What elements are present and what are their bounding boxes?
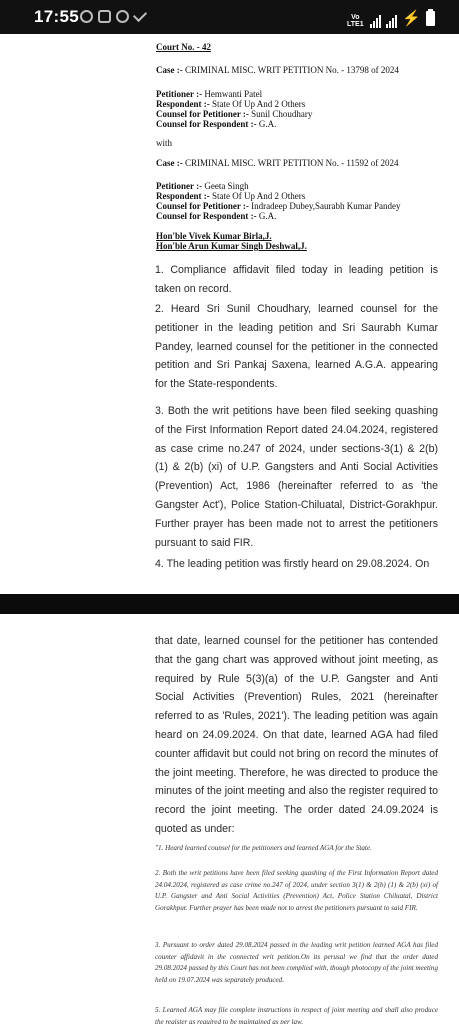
counsel-petitioner-line-1: Counsel for Petitioner :- Sunil Choudhary xyxy=(156,109,313,119)
document-page-1 xyxy=(0,34,459,594)
signal-icon xyxy=(370,15,381,28)
quote-item-1: "1. Heard learned counsel for the petitioners and learned AGA for the State. xyxy=(155,844,372,852)
charging-icon: ⚡ xyxy=(402,10,421,27)
battery-icon xyxy=(426,11,435,26)
court-number: Court No. - 42 xyxy=(156,42,211,52)
petitioner-line-2: Petitioner :- Geeta Singh xyxy=(156,181,249,191)
counsel-respondent-line-1: Counsel for Respondent :- G.A. xyxy=(156,119,277,129)
quote-item-2: 2. Both the writ petitions have been filed seeking quashing of the First Information Report dated 24.04.2024, registered as case crime no.247 of 2024, under section 3(1) & 2(b) (1) & 2(b) (xi) of U.P. Gangster and Anti Social Activities (Prevention) Act, Police Station Chiluatal, District Gorakhpur. Further prayer has been made not to arrest the petitioners pursuant to said FIR. xyxy=(155,869,438,912)
status-bar xyxy=(0,0,459,34)
petitioner-line-1: Petitioner :- Hemwanti Patel xyxy=(156,89,263,99)
status-time: 17:55 xyxy=(34,7,79,26)
quote-item-3: 3. Pursuant to order dated 29.08.2024 passed in the leading writ petition learned AGA has filed counter affidavit in the connected writ petition.On its perusal we find that the order dated 29.08.2024 passed by this Court has not been complied with, though photocopy of the joint meeting held on 19.07.2024 was separately produced. xyxy=(155,941,438,984)
paragraph-1: 1. Compliance affidavit filed today in leading petition is taken on record. xyxy=(155,264,438,295)
case-line-1: Case :- CRIMINAL MISC. WRIT PETITION No. - 13798 of 2024 xyxy=(156,65,399,75)
status-right xyxy=(345,6,435,28)
document-page-2 xyxy=(0,614,459,1024)
settings-icon xyxy=(98,10,111,23)
paragraph-4-start: 4. The leading petition was firstly heard on 29.08.2024. On xyxy=(155,558,430,570)
respondent-line-2: Respondent :- State Of Up And 2 Others xyxy=(156,191,306,201)
counsel-respondent-line-2: Counsel for Respondent :- G.A. xyxy=(156,211,277,221)
case-line-2: Case :- CRIMINAL MISC. WRIT PETITION No. - 11592 of 2024 xyxy=(156,158,399,168)
notification-icons xyxy=(80,10,146,23)
signal-icon-2 xyxy=(386,15,397,28)
with-text: with xyxy=(156,138,173,148)
paragraph-3: 3. Both the writ petitions have been filed seeking quashing of the First Information Report dated 24.04.2024, registered as case crime no.247 of 2024, under sections-3(1) & 2(b) (1) & 2(b) (xi) of U.P. Gangsters and Anti Social Activities (Prevention) Act, 1986 (hereinafter referred to as 'the Gangster Act'), Police Station-Chiluatal, District-Gorakhpur. Further prayer has been made not to arrest the petitioners pursuant to said FIR. xyxy=(155,405,438,549)
whatsapp-icon xyxy=(80,10,93,23)
app-icon xyxy=(116,10,129,23)
judge-2: Hon'ble Arun Kumar Singh Deshwal,J. xyxy=(156,241,307,251)
check-icon xyxy=(133,8,147,22)
judge-1: Hon'ble Vivek Kumar Birla,J. xyxy=(156,231,272,241)
counsel-petitioner-line-2: Counsel for Petitioner :- Indradeep Dubey,Saurabh Kumar Pandey xyxy=(156,201,401,211)
paragraph-4-continued: that date, learned counsel for the petitioner has contended that the gang chart was approved without joint meeting, as required by Rule 5(3)(a) of the U.P. Gangster and Anti Social Activities (Prevention) Rules, 2021 (hereinafter referred to as 'Rules, 2021'). The leading petition was again heard on 24.09.2024. On that date, learned AGA had filed counter affidavit but could not bring on record the minutes of the joint meeting. Therefore, he was directed to produce the minutes of the joint meeting and also the register required to record the joint meeting. The order dated 24.09.2024 is quoted as under: xyxy=(155,635,438,835)
quote-item-4: 5. Learned AGA may file complete instructions in respect of joint meeting and shall also produce the register as required to be maintained as per law. xyxy=(155,1006,438,1024)
volte-icon: Vo LTE1 xyxy=(347,14,364,28)
page-separator xyxy=(0,594,459,614)
respondent-line-1: Respondent :- State Of Up And 2 Others xyxy=(156,99,306,109)
paragraph-2: 2. Heard Sri Sunil Choudhary, learned counsel for the petitioner in the leading petition and Sri Saurabh Kumar Pandey, learned counsel for the petitioner in the connected petition and Sri Pankaj Saxena, learned A.G.A. appearing for the State-respondents. xyxy=(155,303,438,391)
